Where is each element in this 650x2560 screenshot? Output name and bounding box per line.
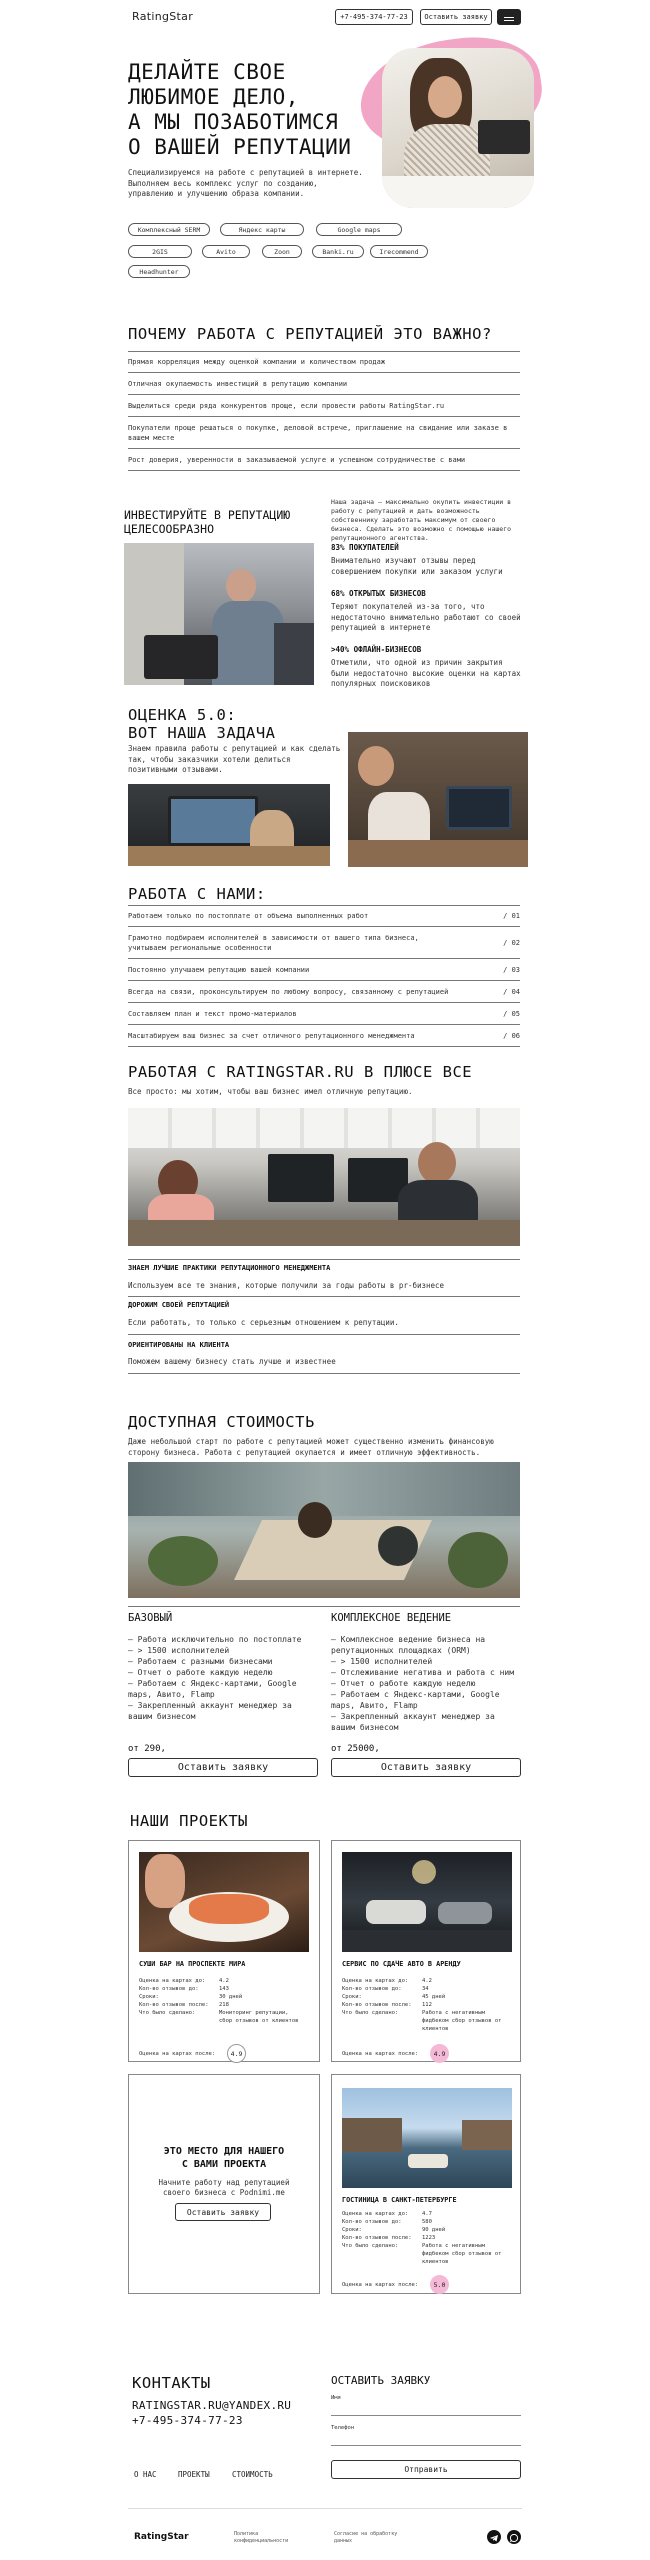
nav-projects[interactable]: ПРОЕКТЫ (178, 2470, 210, 2479)
project-kv: Что было сделано: Работа с негативным фидбеком сбор отзывов от клиентов (342, 2243, 502, 2265)
form-submit-button[interactable]: Отправить (331, 2460, 521, 2479)
tag-avito[interactable]: Avito (202, 245, 250, 258)
work-item: Составляем план и текст промо-материалов / 05 (128, 1003, 520, 1025)
whatsapp-icon[interactable] (507, 2530, 521, 2544)
invest-photo (124, 543, 314, 685)
plan-basic-button[interactable]: Оставить заявку (128, 1758, 318, 1777)
invest-intro: Наша задача – максимально окупить инвестиции в работу с репутацией и дать возможность собственнику заработать максимум от своего бизнеса. Сделать это возможно с помощью нашего репутационного агентства. (331, 498, 512, 542)
work-item: Всегда на связи, проконсультируем по любому вопросу, связанному с репутацией / 04 (128, 981, 520, 1003)
work-item: Масштабируем ваш бизнес за счет отличного репутационного менеджмента / 06 (128, 1025, 520, 1047)
plan-complex-title: КОМПЛЕКСНОЕ ВЕДЕНИЕ (331, 1612, 452, 1624)
project-photo-sushi (139, 1852, 309, 1952)
invest-stat-text: Отметили, что одной из причин закрытия были недостаточно высокие оценки на картах популярных поисковиков (331, 658, 521, 688)
why-title: ПОЧЕМУ РАБОТА С РЕПУТАЦИЕЙ ЭТО ВАЖНО? (128, 325, 492, 343)
pricing-subtitle: Даже небольшой старт по работе с репутацией может существенно изменить финансовую сторону бизнеса. Работа с репутацией окупается и имеет отличную эффективность. (128, 1437, 494, 1457)
form-phone-label: Телефон (331, 2425, 355, 2431)
plus-item-text: Поможем вашему бизнесу стать лучше и известнее (128, 1357, 336, 1366)
hero-title: ДЕЛАЙТЕ СВОЕ ЛЮБИМОЕ ДЕЛО, А МЫ ПОЗАБОТИМСЯ О ВАШЕЙ РЕПУТАЦИИ (128, 60, 352, 159)
plan-complex-features: – Комплексное ведение бизнеса на репутационных площадках (ORM) – > 1500 исполнителей – Отслеживание негатива и работа с ним – Отчет о работе каждую неделю – Работаем с Яндекс-картами, Google maps, Авито, Flamp – Закрепленный аккаунт менеджер за вашим бизнесом (331, 1635, 515, 1732)
project-name: ГОСТИНИЦА В САНКТ-ПЕТЕРБУРГЕ (342, 2196, 457, 2204)
footer-agreement-link[interactable]: Согласие на обработку данных (334, 2531, 398, 2544)
score-text: Знаем правила работы с репутацией и как сделать так, чтобы заказчики хотели делиться позитивными отзывами. (128, 744, 341, 774)
plus-item-title: ОРИЕНТИРОВАНЫ НА КЛИЕНТА (128, 1341, 230, 1349)
contacts-email[interactable]: RATINGSTAR.RU@YANDEX.RU (132, 2399, 292, 2412)
tag-headhunter[interactable]: Headhunter (128, 265, 190, 278)
tag-yandex-maps[interactable]: Яндекс карты (220, 223, 304, 236)
telegram-icon[interactable] (487, 2530, 501, 2544)
pricing-photo (128, 1462, 520, 1598)
project-placeholder-card (128, 2074, 320, 2294)
header-phone-button[interactable]: +7-495-374-77-23 (335, 9, 413, 25)
invest-title: ИНВЕСТИРУЙТЕ В РЕПУТАЦИЮ ЦЕЛЕСООБРАЗНО (124, 508, 291, 536)
project-after-label: Оценка на картах после: (342, 2281, 419, 2288)
score-photo-desk (128, 784, 330, 866)
tag-zoon[interactable]: Zoon (262, 245, 302, 258)
contacts-title: КОНТАКТЫ (132, 2374, 211, 2392)
rating-badge: 5.0 (430, 2275, 449, 2294)
plan-basic-title: БАЗОВЫЙ (128, 1612, 173, 1624)
project-name: СЕРВИС ПО СДАЧЕ АВТО В АРЕНДУ (342, 1960, 461, 1968)
plan-complex-price: от 25000, (331, 1744, 380, 1754)
hero-subtitle: Специализируемся на работе с репутацией в интернете. Выполняем весь комплекс услуг по созданию, управлению и улучшению образа компании. (128, 168, 363, 198)
form-title: ОСТАВИТЬ ЗАЯВКУ (331, 2374, 431, 2387)
project-after-label: Оценка на картах после: (342, 2050, 419, 2057)
project-kv: Кол-во отзывов до: 143 (139, 1986, 229, 1992)
work-item: Грамотно подбираем исполнителей в зависимости от вашего типа бизнеса, учитываем региональные особенности / 02 (128, 927, 520, 959)
header-request-button[interactable]: Оставить заявку (420, 9, 492, 25)
plus-title: РАБОТАЯ С RATINGSTAR.RU В ПЛЮСЕ ВСЕ (128, 1063, 473, 1081)
footer-policy-link[interactable]: Политика конфиденциальности (234, 2531, 289, 2544)
why-item: Выделиться среди ряда конкурентов проще, если провести работы RatingStar.ru (128, 395, 520, 417)
project-kv: Сроки: 90 дней (342, 2227, 446, 2233)
plus-subtitle: Все просто: мы хотим, чтобы ваш бизнес имел отличную репутацию. (128, 1087, 413, 1096)
plus-item-text: Если работать, то только с серьезным отношением к репутации. (128, 1318, 399, 1327)
plan-basic-price: от 290, (128, 1744, 166, 1754)
why-item: Прямая корреляция между оценкой компании и количеством продаж (128, 351, 520, 373)
project-kv: Оценка на картах до: 4.2 (342, 1978, 432, 1984)
project-card[interactable] (331, 2074, 521, 2294)
work-item: Постоянно улучшаем репутацию вашей компании / 03 (128, 959, 520, 981)
tag-2gis[interactable]: 2GIS (128, 245, 192, 258)
nav-about[interactable]: О НАС (134, 2470, 157, 2479)
invest-stat-text: Теряют покупателей из-за того, что недостаточно внимательно работают со своей репутацией в интернете (331, 602, 521, 632)
hero-photo (382, 48, 534, 208)
rating-badge: 4.9 (227, 2044, 246, 2063)
project-kv: Кол-во отзывов после: 1223 (342, 2235, 436, 2241)
form-name-label: Имя (331, 2395, 341, 2401)
placeholder-title: ЭТО МЕСТО ДЛЯ НАШЕГО С ВАМИ ПРОЕКТА (163, 2146, 285, 2170)
plus-item-title: ЗНАЕМ ЛУЧШИЕ ПРАКТИКИ РЕПУТАЦИОННОГО МЕНЕДЖМЕНТА (128, 1264, 331, 1272)
invest-stat-text: Внимательно изучают отзывы перед совершением покупки или заказом услуги (331, 556, 503, 576)
invest-stat-title: 83% ПОКУПАТЕЛЕЙ (331, 543, 399, 552)
why-item: Рост доверия, уверенности в заказываемой услуге и успешном сотрудничестве с вами (128, 449, 520, 471)
footer-logo[interactable]: RatingStar (134, 2532, 189, 2542)
plus-item-text: Используем все те знания, которые получили за годы работы в pr-бизнесе (128, 1281, 445, 1290)
form-name-input[interactable] (331, 2402, 521, 2416)
tag-banki[interactable]: Banki.ru (312, 245, 364, 258)
plan-complex-button[interactable]: Оставить заявку (331, 1758, 521, 1777)
contacts-phone[interactable]: +7-495-374-77-23 (132, 2414, 243, 2427)
logo[interactable]: RatingStar (132, 10, 194, 23)
project-kv: Кол-во отзывов до: 580 (342, 2219, 432, 2225)
project-kv: Оценка на картах до: 4.7 (342, 2211, 432, 2217)
work-title: РАБОТА С НАМИ: (128, 885, 266, 903)
menu-button[interactable] (497, 9, 521, 25)
tag-google-maps[interactable]: Google maps (316, 223, 402, 236)
project-kv: Сроки: 45 дней (342, 1994, 446, 2000)
plan-basic-features: – Работа исключительно по постоплате – > 1500 исполнителей – Работаем с разными бизнесами – Отчет о работе каждую неделю – Работаем с Яндекс-картами, Google maps, Авито, Flamp – Закрепленный аккаунт менеджер за вашим бизнесом (128, 1635, 302, 1721)
invest-stat-title: 68% ОТКРЫТЫХ БИЗНЕСОВ (331, 589, 426, 598)
projects-title: НАШИ ПРОЕКТЫ (130, 1812, 248, 1830)
score-photo-laptop (348, 732, 528, 867)
menu-icon (504, 17, 514, 18)
project-kv: Сроки: 30 дней (139, 1994, 243, 2000)
project-kv: Что было сделано: Мониторинг репутации, сбор отзывов от клиентов (139, 2010, 299, 2024)
project-name: СУШИ БАР НА ПРОСПЕКТЕ МИРА (139, 1960, 246, 1968)
project-card[interactable] (331, 1840, 521, 2062)
pricing-title: ДОСТУПНАЯ СТОИМОСТЬ (128, 1413, 315, 1431)
project-kv: Кол-во отзывов до: 34 (342, 1986, 429, 1992)
why-item: Покупатели проще решаться о покупке, деловой встрече, приглашение на свидание или заказе в вашем месте (128, 417, 520, 449)
score-title: ОЦЕНКА 5.0: ВОТ НАША ЗАДАЧА (128, 706, 276, 742)
plus-photo (128, 1108, 520, 1246)
placeholder-request-button[interactable]: Оставить заявку (175, 2203, 271, 2221)
form-phone-input[interactable] (331, 2432, 521, 2446)
tag-serm[interactable]: Комплексный SERM (128, 223, 210, 236)
project-kv: Что было сделано: Работа с негативным фидбеком сбор отзывов от клиентов (342, 2010, 502, 2032)
why-item: Отличная окупаемость инвестиций в репутацию компании (128, 373, 520, 395)
invest-stat-title: >40% ОФЛАЙН-БИЗНЕСОВ (331, 645, 422, 654)
project-kv: Кол-во отзывов после: 112 (342, 2002, 432, 2008)
project-kv: Оценка на картах до: 4.2 (139, 1978, 229, 1984)
placeholder-text: Начните работу над репутацией своего бизнеса с Podnimi.me (158, 2178, 290, 2197)
project-after-label: Оценка на картах после: (139, 2050, 216, 2057)
rating-badge: 4.9 (430, 2044, 449, 2063)
work-item: Работаем только по постоплате от объема выполненных работ / 01 (128, 905, 520, 927)
nav-pricing[interactable]: СТОИМОСТЬ (232, 2470, 273, 2479)
plus-item-title: ДОРОЖИМ СВОЕЙ РЕПУТАЦИЕЙ (128, 1301, 230, 1309)
tag-irecommend[interactable]: Irecommend (370, 245, 428, 258)
project-card[interactable] (128, 1840, 320, 2062)
project-photo-car-rental (342, 1852, 512, 1952)
project-kv: Кол-во отзывов после: 218 (139, 2002, 229, 2008)
project-photo-hotel (342, 2088, 512, 2188)
